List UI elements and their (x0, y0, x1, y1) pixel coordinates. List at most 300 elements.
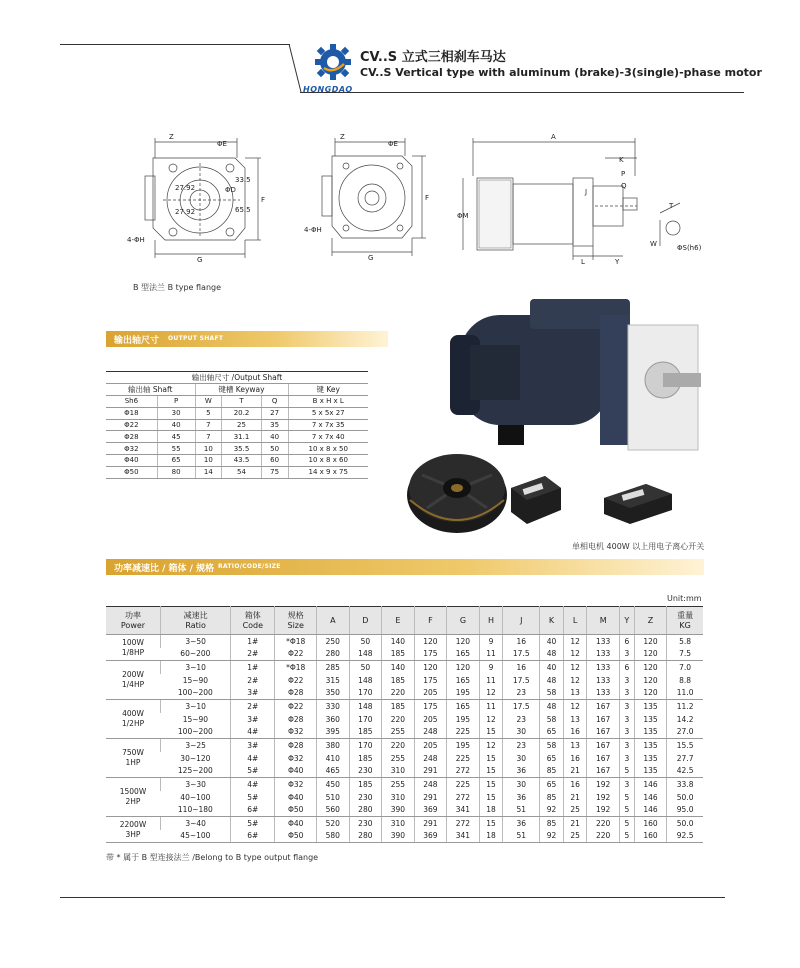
table-cell: 40~100 (180, 792, 211, 802)
table-cell: 192 (587, 804, 620, 817)
output-shaft-title-en: OUTPUT SHAFT (168, 335, 224, 342)
table-cell: 85 (540, 765, 564, 778)
table-cell: 45~100 (160, 830, 230, 843)
table-cell: 170 (349, 713, 382, 726)
table-cell: 27.0 (667, 726, 703, 739)
table-cell: 360 (317, 713, 350, 726)
table-cell: 15.5 (667, 739, 703, 752)
ratio-table (106, 606, 703, 843)
table-cell: 6 (619, 661, 634, 674)
header-line-diagonal (288, 44, 302, 93)
table-cell: 2# (231, 648, 275, 661)
table-cell: 6# (231, 830, 275, 843)
table-cell: 58 (540, 687, 564, 700)
shaft-table-body (106, 407, 368, 478)
logo-text: HONGDAO (303, 85, 353, 94)
table-cell: 148 (349, 648, 382, 661)
table-cell: 12 (563, 674, 587, 687)
table-cell: 315 (317, 674, 350, 687)
table-cell: 7.5 (667, 648, 703, 661)
table-row (106, 804, 703, 817)
table-cell: 9 (479, 661, 503, 674)
table-cell: 54 (222, 466, 262, 478)
table-cell: 17.5 (503, 700, 540, 713)
table-cell: 185 (382, 700, 415, 713)
col-header: Q (261, 396, 288, 408)
table-cell: 230 (349, 765, 382, 778)
table-cell: 192 (587, 791, 620, 804)
table-cell: 285 (317, 661, 350, 674)
table-cell: 390 (382, 830, 415, 843)
table-cell: 390 (382, 804, 415, 817)
table-cell: 60~200 (160, 648, 230, 661)
table-cell: 7 (195, 431, 222, 443)
table-row (106, 419, 368, 431)
table-cell: Φ28 (275, 739, 317, 752)
column-header: G (447, 607, 480, 635)
table-cell: 291 (414, 765, 447, 778)
table-cell: 175 (414, 674, 447, 687)
table-cell: 5 x 5x 27 (288, 407, 368, 419)
table-cell: 5 (619, 817, 634, 830)
table-cell: Φ50 (275, 804, 317, 817)
dim-y: Y (615, 258, 620, 266)
table-row (106, 739, 703, 752)
dim-h: 4-ΦH (127, 236, 145, 244)
table-cell: 192 (587, 778, 620, 791)
table-row (106, 443, 368, 455)
table-cell: Φ32 (106, 443, 157, 455)
column-header: H (479, 607, 503, 635)
table-cell: Φ22 (275, 648, 317, 661)
table-cell: 135 (634, 713, 667, 726)
table-cell: 35.5 (222, 443, 262, 455)
table-cell: 255 (382, 726, 415, 739)
table-cell: 10 x 8 x 60 (288, 454, 368, 466)
side-view-drawing (455, 128, 705, 268)
table-cell: 3 (619, 687, 634, 700)
dim-f: F (261, 196, 266, 204)
table-cell: 11 (479, 674, 503, 687)
table-cell: 185 (349, 726, 382, 739)
table-cell: 65 (540, 752, 564, 765)
table-cell: 410 (317, 752, 350, 765)
table-cell: 165 (447, 700, 480, 713)
table-cell: 40 (261, 431, 288, 443)
table-cell: 36 (503, 765, 540, 778)
table-cell: 23 (503, 713, 540, 726)
table-cell: 10 (195, 443, 222, 455)
column-header: E (382, 607, 415, 635)
table-cell: 167 (587, 713, 620, 726)
table-cell: 255 (382, 778, 415, 791)
table-cell: 5 (619, 791, 634, 804)
dim-33: 33.5 (235, 176, 251, 184)
ratio-title-en: RATIO/CODE/SIZE (218, 563, 281, 570)
table-cell: 27.7 (667, 752, 703, 765)
power-cell: 100W 1/8HP (106, 635, 160, 661)
column-header: 箱体 Code (231, 607, 275, 635)
table-cell: 50.0 (667, 791, 703, 804)
table-cell: 225 (447, 752, 480, 765)
table-cell: 15 (479, 817, 503, 830)
table-cell: 85 (540, 817, 564, 830)
table-cell: *Φ18 (275, 661, 317, 674)
table-cell: 18 (479, 804, 503, 817)
table-cell: 12 (563, 700, 587, 713)
table-cell: 11 (479, 700, 503, 713)
dim-65: 65.5 (235, 206, 251, 214)
table-cell: 148 (349, 700, 382, 713)
table-row (106, 431, 368, 443)
table-cell: 25 (563, 830, 587, 843)
table-cell: 135 (634, 739, 667, 752)
dim-g2: G (368, 254, 374, 262)
column-header: 重量 KG (667, 607, 703, 635)
table-cell: 31.1 (222, 431, 262, 443)
table-row (106, 817, 703, 830)
table-cell: 92 (540, 804, 564, 817)
table-cell: 12 (563, 635, 587, 648)
table-cell: 92.5 (667, 830, 703, 843)
column-header: J (503, 607, 540, 635)
table-cell: 40 (540, 635, 564, 648)
table-row (106, 648, 703, 661)
table-cell: 15 (479, 765, 503, 778)
table-cell: 50 (349, 635, 382, 648)
table-cell: 250 (317, 635, 350, 648)
flange-drawing (300, 128, 440, 268)
table-cell: 16 (503, 635, 540, 648)
table-cell: 14 (195, 466, 222, 478)
table-cell: 272 (447, 765, 480, 778)
table-cell: 120 (634, 648, 667, 661)
dim-27a: 27.92 (175, 184, 196, 192)
header-line-right (300, 92, 744, 93)
table-cell: 195 (447, 739, 480, 752)
table-cell: 2# (231, 700, 275, 713)
table-row (106, 791, 703, 804)
table-cell: 15~90 (182, 714, 209, 724)
column-header: Z (634, 607, 667, 635)
table-cell: 75 (261, 466, 288, 478)
table-cell: 40 (157, 419, 195, 431)
ratio-table-body (106, 635, 703, 843)
table-cell: 330 (317, 700, 350, 713)
table-cell: 220 (382, 739, 415, 752)
table-cell: 225 (447, 726, 480, 739)
dim-g: G (197, 256, 203, 264)
table-cell: 1# (231, 661, 275, 674)
table-cell: 50.0 (667, 817, 703, 830)
table-cell: Φ28 (275, 687, 317, 700)
table-cell: 369 (414, 804, 447, 817)
table-cell: 85 (540, 791, 564, 804)
table-cell: 167 (587, 700, 620, 713)
table-cell: 15 (479, 791, 503, 804)
output-shaft-section-bar (106, 331, 388, 347)
table-cell: 160 (634, 830, 667, 843)
table-cell: 2# (231, 674, 275, 687)
table-row (106, 830, 703, 843)
table-cell: 167 (587, 739, 620, 752)
table-cell: 167 (587, 752, 620, 765)
table-cell: 60 (261, 454, 288, 466)
table-cell: 146 (634, 791, 667, 804)
table-cell: Φ40 (106, 454, 157, 466)
dim-w: W (650, 240, 657, 248)
table-cell: 51 (503, 830, 540, 843)
table-cell: 5# (231, 765, 275, 778)
table-row (106, 778, 703, 791)
table-cell: 3 (619, 752, 634, 765)
table-cell: 5# (231, 817, 275, 830)
dim-m: ΦM (457, 212, 469, 220)
table-cell: 272 (447, 817, 480, 830)
table-cell: 310 (382, 817, 415, 830)
table-cell: Φ22 (275, 674, 317, 687)
table-cell: 12 (563, 648, 587, 661)
table-row (106, 687, 703, 700)
output-shaft-title-cn: 输出轴尺寸 (114, 336, 160, 346)
footer-line (60, 897, 725, 898)
switch-box-photo (505, 470, 565, 530)
table-cell: 3~10 (160, 700, 230, 713)
column-header: F (414, 607, 447, 635)
table-cell: 14 x 9 x 75 (288, 466, 368, 478)
power-cell: 2200W 3HP (106, 817, 160, 843)
table-cell: 310 (382, 791, 415, 804)
table-cell: 8.8 (667, 674, 703, 687)
table-cell: 310 (382, 765, 415, 778)
table-row (106, 726, 703, 739)
table-cell: 3~40 (160, 817, 230, 830)
table-cell: 25 (563, 804, 587, 817)
motor-photo (450, 285, 710, 465)
column-header: 减速比 Ratio (160, 607, 230, 635)
controller-box-photo (600, 478, 675, 528)
table-cell: Φ22 (106, 419, 157, 431)
table-cell: 15 (479, 752, 503, 765)
table-cell: 291 (414, 817, 447, 830)
table-cell: Φ50 (106, 466, 157, 478)
table-cell: 30~120 (180, 753, 211, 763)
table-cell: 170 (349, 687, 382, 700)
table-cell: 10 x 8 x 50 (288, 443, 368, 455)
table-cell: 4# (231, 778, 275, 791)
table-cell: Φ28 (275, 713, 317, 726)
table-cell: 248 (414, 752, 447, 765)
keyway-group-header: 键槽 Keyway (195, 384, 288, 396)
table-cell: 120 (634, 674, 667, 687)
table-cell: 30 (503, 726, 540, 739)
column-header: A (317, 607, 350, 635)
table-cell: 7.0 (667, 661, 703, 674)
table-row (106, 454, 368, 466)
table-cell: 16 (563, 752, 587, 765)
table-cell: 133 (587, 635, 620, 648)
table-cell: 146 (634, 778, 667, 791)
table-cell: 255 (382, 752, 415, 765)
table-row (106, 661, 703, 674)
table-cell: 50 (349, 661, 382, 674)
table-cell: 7 x 7x 40 (288, 431, 368, 443)
table-cell: 167 (587, 765, 620, 778)
table-cell: 133 (587, 674, 620, 687)
table-cell: 65 (157, 454, 195, 466)
dim-z2: Z (340, 133, 345, 141)
table-cell: Φ22 (275, 700, 317, 713)
table-cell: 5.8 (667, 635, 703, 648)
table-cell: 280 (349, 804, 382, 817)
table-cell: 3~10 (160, 661, 230, 674)
table-cell: 520 (317, 817, 350, 830)
table-cell: 18 (479, 830, 503, 843)
table-cell: 167 (587, 726, 620, 739)
ratio-table-header (106, 607, 703, 635)
table-cell: 280 (349, 830, 382, 843)
power-cell: 400W 1/2HP (106, 700, 160, 739)
table-cell: 80 (157, 466, 195, 478)
table-cell: 45 (157, 431, 195, 443)
table-cell: 6 (619, 635, 634, 648)
table-cell: Φ32 (275, 726, 317, 739)
table-cell: 3~30 (160, 778, 230, 791)
table-cell: Φ18 (106, 407, 157, 419)
column-header: K (540, 607, 564, 635)
page-title-en: CV..S Vertical type with aluminum (brake)-3(single)-phase motor (360, 66, 762, 79)
table-cell: 133 (587, 648, 620, 661)
table-cell: 465 (317, 765, 350, 778)
table-cell: Φ32 (275, 778, 317, 791)
col-header: T (222, 396, 262, 408)
dim-k: K (619, 156, 624, 164)
ratio-section-bar (106, 559, 704, 575)
table-cell: 120 (447, 661, 480, 674)
table-cell: 185 (382, 674, 415, 687)
table-cell: 369 (414, 830, 447, 843)
column-header: 规格 Size (275, 607, 317, 635)
table-cell: 3# (231, 687, 275, 700)
table-cell: 55 (157, 443, 195, 455)
table-cell: 21 (563, 817, 587, 830)
table-cell: 58 (540, 713, 564, 726)
table-cell: 133 (587, 661, 620, 674)
table-cell: 12 (479, 739, 503, 752)
photo-caption: 单相电机 400W 以上用电子离心开关 (572, 542, 705, 551)
table-cell: 341 (447, 830, 480, 843)
table-cell: 4# (231, 726, 275, 739)
table-cell: 175 (414, 648, 447, 661)
table-cell: 341 (447, 804, 480, 817)
table-cell: 395 (317, 726, 350, 739)
col-header: P (157, 396, 195, 408)
table-cell: Φ32 (275, 752, 317, 765)
output-shaft-table (106, 371, 368, 479)
table-cell: Φ28 (106, 431, 157, 443)
table-cell: 95.0 (667, 804, 703, 817)
table-cell: 48 (540, 648, 564, 661)
table-cell: 291 (414, 791, 447, 804)
b-flange-drawing (125, 128, 275, 278)
table-cell: 3 (619, 778, 634, 791)
shaft-table-title: 输出轴尺寸 /Output Shaft (106, 372, 368, 384)
column-header: 功率 Power (106, 607, 160, 635)
table-cell: 17.5 (503, 674, 540, 687)
table-cell: 42.5 (667, 765, 703, 778)
dim-z: Z (169, 133, 174, 141)
table-cell: 185 (349, 752, 382, 765)
table-cell: 3~25 (160, 739, 230, 752)
table-cell: 230 (349, 817, 382, 830)
table-cell: 120 (634, 687, 667, 700)
table-cell: 10 (195, 454, 222, 466)
table-cell: 5 (195, 407, 222, 419)
table-cell: 13 (563, 713, 587, 726)
table-cell: 510 (317, 791, 350, 804)
gear-logo-icon (308, 40, 358, 90)
table-cell: 27 (261, 407, 288, 419)
dim-f2: F (425, 194, 430, 202)
table-cell: 175 (414, 700, 447, 713)
table-cell: 272 (447, 791, 480, 804)
table-cell: 380 (317, 739, 350, 752)
dim-t: T (669, 202, 674, 210)
table-cell: 185 (349, 778, 382, 791)
dim-a: A (551, 133, 556, 141)
table-cell: 350 (317, 687, 350, 700)
table-row (106, 713, 703, 726)
table-cell: 11.0 (667, 687, 703, 700)
table-cell: 13 (563, 687, 587, 700)
table-cell: 17.5 (503, 648, 540, 661)
column-header: L (563, 607, 587, 635)
table-cell: 3# (231, 739, 275, 752)
dim-q: Q (621, 182, 627, 190)
table-cell: 36 (503, 817, 540, 830)
table-cell: 220 (382, 687, 415, 700)
table-cell: Φ50 (275, 830, 317, 843)
table-cell: 7 (195, 419, 222, 431)
table-cell: 5 (619, 765, 634, 778)
table-cell: 220 (382, 713, 415, 726)
table-cell: 230 (349, 791, 382, 804)
table-cell: 220 (587, 830, 620, 843)
table-cell: 13 (563, 739, 587, 752)
table-cell: 110~180 (160, 804, 230, 817)
table-cell: 15~90 (182, 675, 209, 685)
shaft-group-header: 输出轴 Shaft (106, 384, 195, 396)
column-header: M (587, 607, 620, 635)
table-cell: 20.2 (222, 407, 262, 419)
table-cell: 120 (634, 635, 667, 648)
b-flange-caption: B 型法兰 B type flange (133, 283, 222, 292)
table-cell: 125~200 (160, 765, 230, 778)
page-title-cn: CV..S 立式三相刹车马达 (360, 50, 506, 65)
footnote: 带 * 属于 B 型连接法兰 /Belong to B type output flange (106, 853, 319, 862)
table-cell: 16 (563, 778, 587, 791)
table-cell: 23 (503, 739, 540, 752)
table-cell: 7 x 7x 35 (288, 419, 368, 431)
table-cell: 146 (634, 804, 667, 817)
table-cell: 9 (479, 635, 503, 648)
table-cell: 3 (619, 739, 634, 752)
col-header: Sh6 (106, 396, 157, 408)
table-cell: 140 (382, 661, 415, 674)
table-cell: Φ40 (275, 817, 317, 830)
table-cell: 1# (231, 635, 275, 648)
unit-label: Unit:mm (667, 594, 702, 603)
